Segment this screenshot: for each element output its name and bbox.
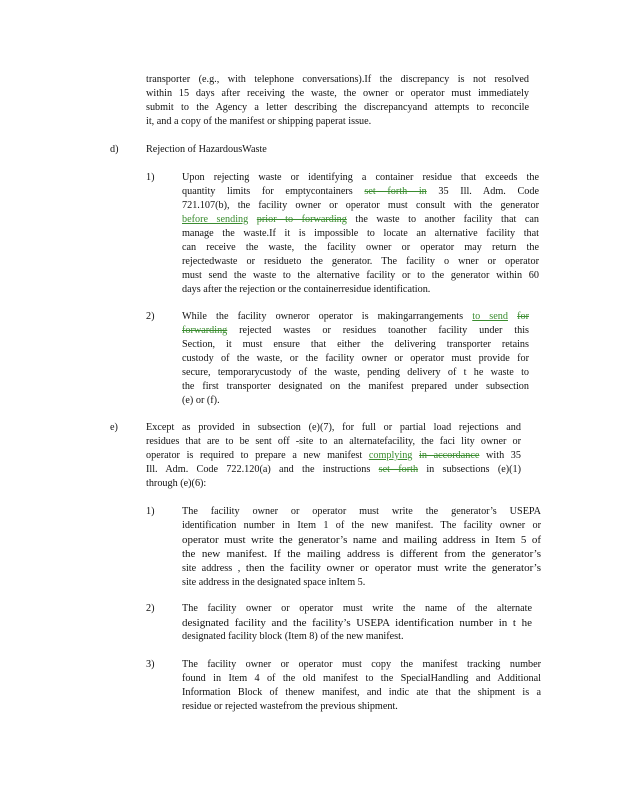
deleted-text: set forth in [364, 186, 427, 197]
text-line: through (e)(6): [146, 478, 207, 489]
text-segment: 35 Ill. Adm. Code [426, 186, 539, 197]
text-line [182, 185, 539, 199]
text-line: Section, it must ensure that either the delivering transporter retains [182, 339, 529, 350]
section-e-marker: e) [110, 422, 118, 433]
inserted-text: complying [368, 450, 413, 461]
text-segment: in subsections (e)(1) [418, 464, 522, 475]
text-segment [508, 311, 517, 322]
text-segment: quantity limits for emptycontainers [182, 186, 365, 197]
text-line: manage the waste.If it is impossible to locate an alternative facility that [182, 228, 539, 239]
deleted-text: in accordance [419, 450, 480, 461]
section-d-heading: Rejection of HazardousWaste [146, 144, 267, 155]
deleted-text: forwarding [182, 325, 228, 336]
text-line: (e) or (f). [182, 395, 220, 406]
text-segment: operator is required to prepare a new manifest [146, 450, 369, 461]
text-line: operator must write the generator’s name and mailing address in Item 5 of [182, 534, 541, 546]
text-line [146, 463, 521, 477]
text-line [182, 324, 529, 338]
text-line: rejectedwaste or residueto the generator. The facility o wner or operator [182, 256, 539, 267]
text-line: designated facility block (Item 8) of the new manifest. [182, 631, 404, 642]
text-segment: rejected wastes or residues toanother facility under this [227, 325, 529, 336]
item-e2-paragraph [182, 602, 532, 644]
text-line: Except as provided in subsection (e)(7), for full or partial load rejections and [146, 422, 521, 433]
item-e3-paragraph [182, 658, 541, 714]
item-e3-marker: 3) [146, 659, 155, 670]
item-d2-marker: 2) [146, 311, 155, 322]
text-line: identification number in Item 1 of the new manifest. The facility owner or [182, 520, 541, 531]
text-line [182, 213, 539, 227]
text-line: days after the rejection or the containerresidue identification. [182, 284, 431, 295]
text-line: The facility owner or operator must copy the manifest tracking number [182, 659, 541, 670]
text-line: designated facility and the facility’s USEPA identification number in t he [182, 617, 532, 629]
text-line: Upon rejecting waste or identifying a container residue that exceeds the [182, 172, 539, 183]
text-line: the new manifest. If the mailing address is different from the generator’s [182, 548, 541, 560]
text-line: custody of the waste, or the facility owner or operator must provide for [182, 353, 529, 364]
text-line: it, and a copy of the manifest or shipping paperat issue. [146, 116, 372, 127]
text-segment: with 35 [479, 450, 521, 461]
text-line: can receive the waste, the facility owner or operator may return the [182, 242, 539, 253]
text-line: secure, temporarycustody of the waste, pending delivery of t he waste to [182, 367, 529, 378]
text-line: within 15 days after receiving the waste, the owner or operator must immediately [146, 88, 529, 99]
text-line: submit to the Agency a letter describing the discrepancyand attempts to reconcile [146, 102, 529, 113]
item-d2-paragraph [182, 310, 529, 408]
text-line: The facility owner or operator must write the generator’s USEPA [182, 506, 541, 517]
deleted-text: set forth [378, 464, 419, 475]
text-line: transporter (e.g., with telephone conversations).If the discrepancy is not resolved [146, 74, 529, 85]
text-line: site address in the designated space inItem 5. [182, 577, 366, 588]
deleted-text: for [517, 311, 529, 322]
item-e1-paragraph [182, 505, 541, 590]
text-line: the first transporter designated on the manifest prepared under subsection [182, 381, 529, 392]
text-line: residue or rejected wastefrom the previous shipment. [182, 701, 398, 712]
text-line: residues that are to be sent off -site to an alternatefacility, the faci lity owner or [146, 436, 521, 447]
text-line: 721.107(b), the facility owner or operator must consult with the generator [182, 200, 539, 211]
text-line: Information Block of thenew manifest, and indic ate that the shipment is a [182, 687, 541, 698]
intro-paragraph [146, 73, 529, 129]
text-line [146, 449, 521, 463]
text-segment [248, 214, 257, 225]
item-e1-marker: 1) [146, 506, 155, 517]
item-d1-marker: 1) [146, 172, 155, 183]
text-segment: the waste to another facility that can [346, 214, 539, 225]
item-e2-marker: 2) [146, 603, 155, 614]
inserted-text: before sending [182, 214, 249, 225]
section-d-marker: d) [110, 144, 119, 155]
text-line [182, 310, 529, 324]
text-line: must send the waste to the alternative facility or to the generator within 60 [182, 270, 539, 281]
deleted-text: prior to forwarding [256, 214, 347, 225]
text-segment: While the facility owneror operator is makingarrangements [182, 311, 473, 322]
section-e-paragraph [146, 421, 521, 491]
item-d1-paragraph [182, 171, 539, 297]
inserted-text: to send [472, 311, 508, 322]
text-line [182, 561, 541, 576]
text-line: The facility owner or operator must write the name of the alternate [182, 603, 532, 614]
text-line: found in Item 4 of the old manifest to the SpecialHandling and Additional [182, 673, 541, 684]
text-segment: site address , [182, 563, 246, 574]
text-segment: Ill. Adm. Code 722.120(a) and the instructions [146, 464, 379, 475]
text-segment: then the facility owner or operator must write the generator’s [245, 562, 541, 574]
